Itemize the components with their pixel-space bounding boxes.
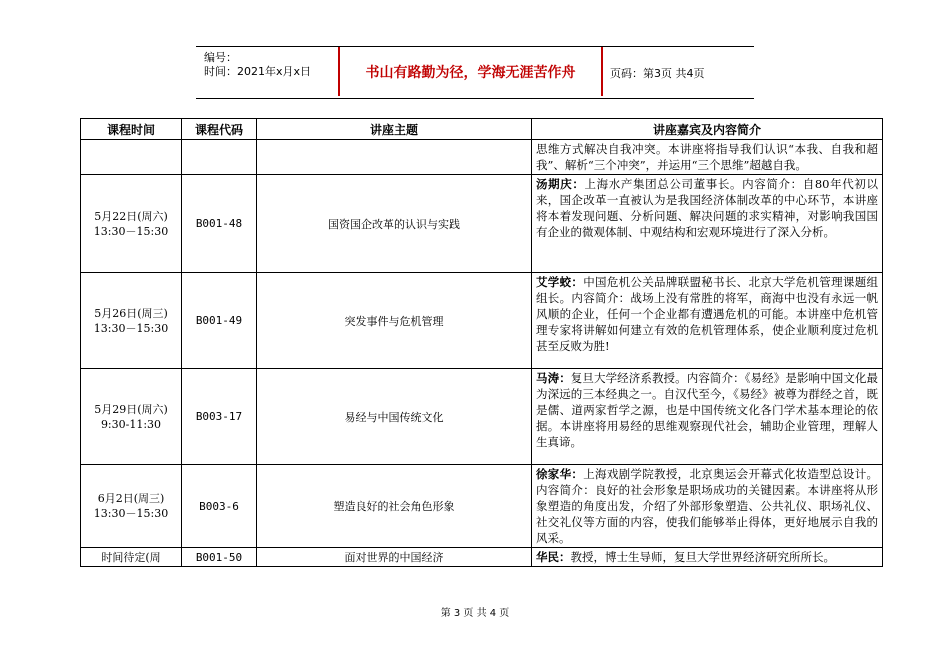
course-date: 5月22日(周六) <box>94 209 168 223</box>
header-time: 时间：2021年x月x日 <box>204 65 312 78</box>
description-text: 上海戏剧学院教授，北京奥运会开幕式化妆造型总设计。内容简介：良好的社会形象是职场成功的关键因素。本讲座将从形象塑造的角度出发，介绍了外部形象塑造、公共礼仪、职场礼仪、社交礼仪等方面的内容，使我们能够举止得体，更好地展示自我的风采。 <box>536 467 879 545</box>
table-row <box>81 140 883 175</box>
description-text: 思维方式解决自我冲突。本讲座将指导我们认识“本我、自我和超我”、解析“三个冲突”，并运用“三个思维”超越自我。 <box>536 142 878 172</box>
course-topic: 突发事件与危机管理 <box>257 273 532 369</box>
course-time <box>81 273 182 369</box>
description-text: 复旦大学经济系教授。内容简介：《易经》是影响中国文化最为深远的三本经典之一。自汉代至今，《易经》被尊为群经之首，既是儒、道两家哲学之源，也是中国传统文化各门学术基本理论的依据。本讲座将用易经的思维观察现代社会，辅助企业管理，理解人生真谛。 <box>536 371 879 449</box>
course-hours: 13:30－15:30 <box>93 321 169 335</box>
description-text: 中国危机公关品牌联盟秘书长、北京大学危机管理课题组组长。内容简介：战场上没有常胜的将军，商海中也没有永远一帆风顺的企业，任何一个企业都有遭遇危机的可能。本讲座中危机管理专家将讲解如何建立有效的危机管理体系，使企业顺利度过危机甚至反败为胜! <box>536 275 879 353</box>
course-description <box>532 548 883 567</box>
table-header-row <box>81 119 883 140</box>
course-description <box>532 140 883 175</box>
course-topic: 国资国企改革的认识与实践 <box>257 175 532 273</box>
page-header <box>196 46 754 99</box>
course-topic: 面对世界的中国经济 <box>257 548 532 567</box>
course-description <box>532 369 883 465</box>
table-row <box>81 369 883 465</box>
col-header-time: 课程时间 <box>81 119 182 140</box>
course-code: B003-6 <box>182 465 257 548</box>
course-description <box>532 465 883 548</box>
course-date: 时间待定(周 <box>101 550 161 564</box>
table-row <box>81 175 883 273</box>
course-topic: 塑造良好的社会角色形象 <box>257 465 532 548</box>
course-description <box>532 175 883 273</box>
header-motto: 书山有路勤为径，学海无涯苦作舟 <box>338 47 603 96</box>
course-code: B001-50 <box>182 548 257 567</box>
course-time <box>81 175 182 273</box>
col-header-speaker: 讲座嘉宾及内容简介 <box>532 119 883 140</box>
description-text: 上海水产集团总公司董事长。内容简介：自80年代初以来，国企改革一直被认为是我国经济体制改革的中心环节，本讲座将本着发现问题、分析问题、解决问题的求实精神，对影响我国国有企业的微观体制、中观结构和宏观环境进行了深入分析。 <box>536 177 878 239</box>
course-hours: 9:30-11:30 <box>100 417 162 431</box>
col-header-topic: 讲座主题 <box>257 119 532 140</box>
course-date: 5月26日(周三) <box>94 306 168 320</box>
course-hours: 13:30－15:30 <box>93 507 169 520</box>
course-time <box>81 548 182 567</box>
header-number: 编号： <box>204 51 237 64</box>
header-page-number: 页码：第3页 共4页 <box>610 66 705 80</box>
speaker-name: 艾学蛟： <box>536 275 584 289</box>
description-text: 教授，博士生导师，复旦大学世界经济研究所所长。 <box>570 550 835 564</box>
table-row <box>81 548 883 567</box>
course-code: B001-48 <box>182 175 257 273</box>
course-topic <box>257 140 532 175</box>
course-date: 5月29日(周六) <box>94 402 168 416</box>
course-code <box>182 140 257 175</box>
speaker-name: 徐家华： <box>536 467 584 481</box>
header-info <box>196 47 338 98</box>
page-footer: 第 3 页 共 4 页 <box>440 608 510 619</box>
col-header-code: 课程代码 <box>182 119 257 140</box>
speaker-name: 汤期庆： <box>536 177 585 191</box>
course-time <box>81 465 182 548</box>
course-description <box>532 273 883 369</box>
course-time <box>81 369 182 465</box>
course-hours: 13:30－15:30 <box>93 224 169 238</box>
course-time <box>81 140 182 175</box>
course-schedule-table <box>80 118 883 567</box>
table-row <box>81 465 883 548</box>
table-row <box>81 273 883 369</box>
course-code: B003-17 <box>182 369 257 465</box>
speaker-name: 华民： <box>536 550 571 564</box>
course-date: 6月2日(周三) <box>97 492 165 505</box>
speaker-name: 马涛： <box>536 371 571 385</box>
course-topic: 易经与中国传统文化 <box>257 369 532 465</box>
course-code: B001-49 <box>182 273 257 369</box>
